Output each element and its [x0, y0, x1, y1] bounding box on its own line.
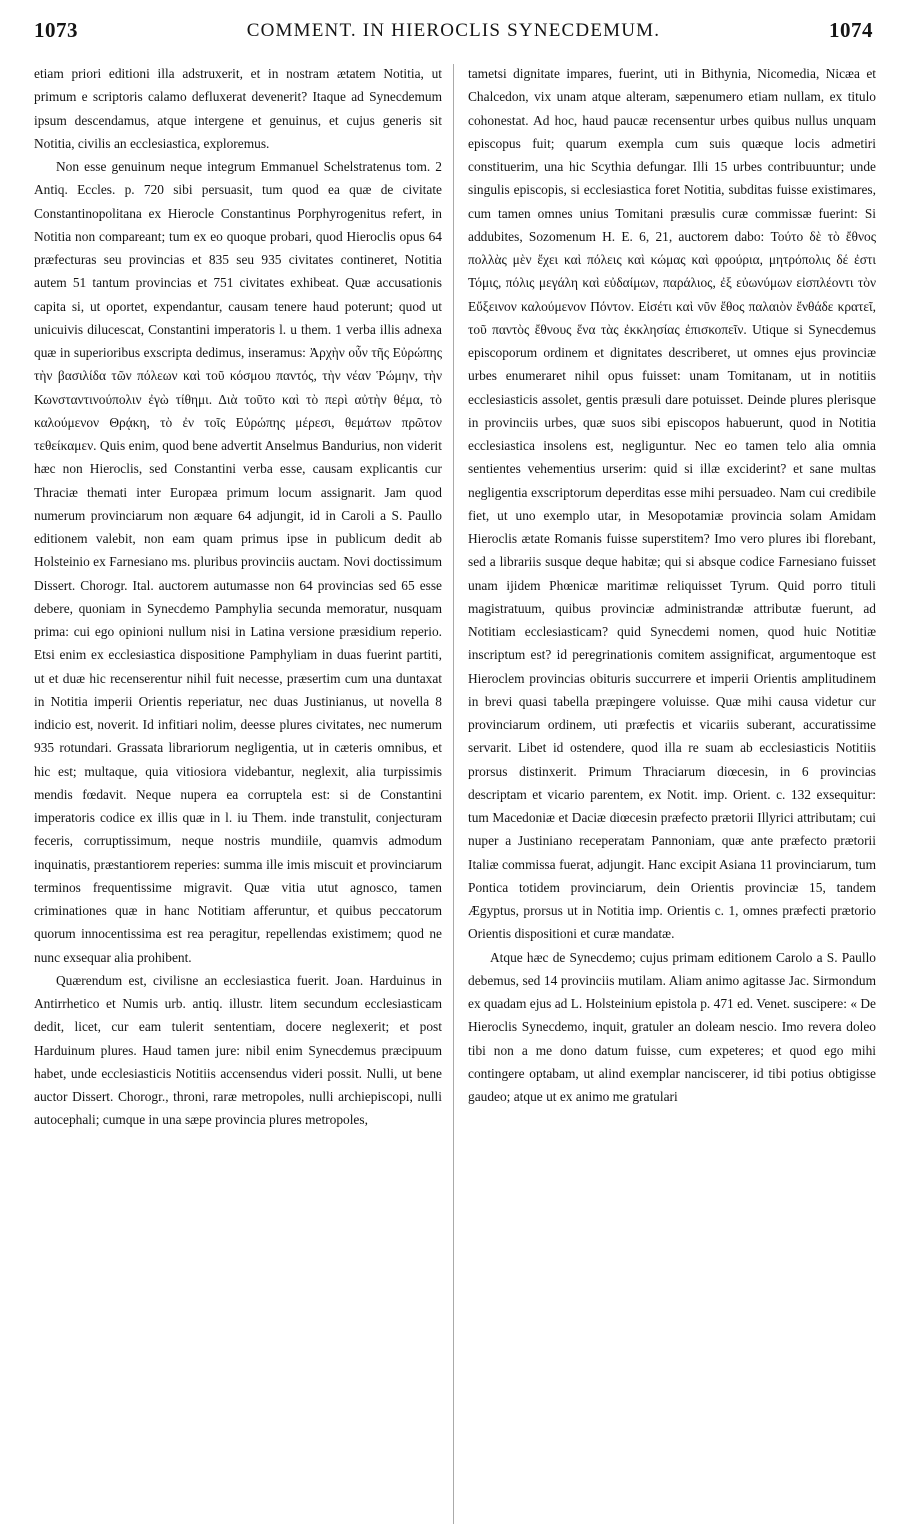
running-title: COMMENT. IN HIEROCLIS SYNECDEMUM. [246, 20, 661, 41]
left-text-column [34, 62, 442, 1132]
right-text-column [468, 62, 876, 1108]
left-paragraph-1: etiam priori editioni illa adstruxerit, et in nostram ætatem Notitia, ut primum e scriptoris calamo defluxerat devenerit? Itaque ad Synecdemum ipsum descendamus, atque intergene et genuinus, et cujus generis sit Notitia, civilis an ecclesiastica, exploremus. [34, 66, 442, 151]
right-paragraph-1: tametsi dignitate impares, fuerint, uti in Bithynia, Nicomedia, Nicæa et Chalcedon, vix unam atque alteram, sæpenumero etiam nullam, ex titulo cohonestat. Ad hoc, haud paucæ recensentur urbes quibus nullus unquam episcopus fuit; quarum exempla cum suis quæque locis admetiri constituerim, una hic Scythia defungar. Illi 15 urbes contribuuntur; unde singulis episcopis, si ecclesiastica foret Notitia, subditas fuisse existimares, cum tamen omnes unius Tomitani præsulis curæ commissæ fuerint: Si addubites, Sozomenum H. E. 6, 21, auctorem dabo: Τούτο δὲ τὸ ἔθνος πολλὰς μὲν ἔχει καὶ πόλεις καὶ κώμας καὶ φρούρια, μητρόπολις δέ ἐστι Τόμις, πόλις μεγάλη καὶ εὐδαίμων, παράλιος, ἐξ εὐωνύμων εἰσπλέοντι τὸν Εὔξεινον καλούμενον Πόντον. Εἰσέτι καὶ νῦν ἔθος παλαιὸν ἔνθάδε κρατεῖ, τοῦ παντὸς ἔθνους ἕνα τὰς ἐκκλησίας ἐπισκοπεῖν. Utique si Synecdemus episcoporum ordinem et dignitates describeret, ut omnes ejus provinciæ urbes enumeraret nihil opus fuisset: unam Tomitanam, ut in notitiis ecclesiasticis assolet, gentis præsuli dare potuisset. Deinde plures plerisque in provinciis urbes, quæ suos sibi episcopos habuerunt, quod in Notitia ecclesiastica insolens est, negliguntur. Nec eo tamen telo alia omnia sentientes vehementius urserim: quid si illæ exciderint? et sane multas negligentia exscriptorum deperditas esse mihi persuadeo. Nam cui credibile fiet, ut uno exemplo utar, in Mesopotamiæ provincia solam Amidam Hieroclis ætate Romanis fuisse superstitem? Imo vero plures ibi florebant, sed a librariis susque deque habitæ; qui si absque codice Farnesiano fuisset unam ijidem Phœnicæ maritimæ reliquisset Tyrum. Quid porro tituli magistratuum, quibus provinciæ administrandæ attributæ fuerunt, ad Notitiam ecclesiasticam? quid Synecdemi nomen, quod huic Notitiæ inscriptum est? id peregrinationis comitem assignificat, argumentoque est Hieroclem provincias obituris succurrere et imperii Orientis amplitudinem in brevi quasi tabella præpingere voluisse. Quæ mihi causa videtur cur provinciarum ordinem, uti præfectis et vicariis suberant, accuratissime servarit. Libet id ostendere, quod illa re suam ab ecclesiasticis Notitiis prorsus distinxerit. Primum Thraciarum diœcesin, in 6 provincias descriptam et vicario parentem, ex Notit. imp. Orient. c. 132 exsequitur: tum Macedoniæ et Daciæ diœcesin præfecto prætorii Illyrici attributam; cui nuper a Justiniano receperatam Pannoniam, quæ ante præfecto prætorii Italiæ commissa fuerat, adjungit. Hanc excipit Asiana 11 provinciarum, tum Pontica totidem provinciarum, dein Orientis provinciæ 15, tandem Ægyptus, prorsus ut in Notitia imp. Orientis c. 1, omnes præfecti prætorio Orientis dispositioni et curæ mandatæ. [468, 66, 876, 942]
column-divider [453, 64, 454, 1524]
left-paragraph-3: Quærendum est, civilisne an ecclesiastica fuerit. Joan. Harduinus in Antirrhetico et Numis urb. antiq. illustr. litem secundum ecclesiasticam dedit, licet, cur eam tulerit sententiam, docere neglexerit; et post Harduinum plures. Haud tamen jure: nibil enim Synecdemus præcipuum habet, unde ecclesiasticis Notitiis accensendus videri possit. Nulli, ut bene auctor Dissert. Chorogr., throni, raræ metropoles, nulli archiepiscopi, nulli autocephali; cumque in una sæpe provincia plures metropoles, [34, 972, 442, 1128]
page-header [32, 18, 875, 52]
left-column-number: 1073 [34, 18, 78, 42]
right-column-number: 1074 [829, 18, 873, 42]
left-paragraph-2: Non esse genuinum neque integrum Emmanuel Schelstratenus tom. 2 Antiq. Eccles. p. 720 sibi persuasit, tum quod ea quæ de civitate Constantinopolitana ex Hierocle Constantinus Porphyrogenitus refert, in Notitia non compareant; tum ex eo quoque probari, quod Hieroclis opus 64 præfecturas seu provincias et 835 seu 935 civitates contineret, Notitia autem 51 tantum provincias et 751 civitates exhibeat. Quæ accusationis capita si, ut oportet, expendantur, causam tenere haud poterunt; quod ut unicuivis dilucescat, Constantini imperatoris l. u them. 1 verba illis adnexa quæ in superioribus exscripta dedimus, inseramus: Ἀρχὴν οὖν τῆς Εὐρώπης τὴν βασιλίδα τῶν πόλεων καὶ τοῦ κόσμου παντός, τὴν νέαν Ῥώμην, τὴν Κωνσταντινούπολιν ἐγὼ τίθημι. Διὰ τοῦτο καὶ τὸ περὶ αὐτὴν θέμα, τὸ καλούμενον Θρᾴκη, τὸ ἐν τοῖς Εὐρώπης μέρεσι, θεμάτων πρῶτον τεθείκαμεν. Quis enim, quod bene advertit Anselmus Bandurius, non viderit hæc non Hieroclis, sed Constantini verba esse, causam explicantis cur Thraciæ themati inter Europæa primum locum assignarit. Jam quod numerum provinciarum non æquare 64 adjungit, id in Caroli a S. Paullo editionem valebit, non eam quam primus ipse in publicum dedit ab Holsteinio ex Farnesiano ms. pluribus provinciis auctam. Novi doctissimum Dissert. Chorogr. Ital. auctorem autumasse non 64 provincias sed 65 esse debere, quoniam in Synecdemo Pamphylia secunda memoratur, nusquam prima: cui ego opinioni nullum nisi in Latina versione præsidium reperio. Etsi enim ex ecclesiastica dispositione Pamphyliam in duas fuerint partiti, ut et duæ hic recenserentur nihil fuit necesse, præsertim cum una duntaxat in Notitia imperii Orientis reperiatur, nec duas Justinianus, ut novella 8 indicio est, noverit. Id infitiari nolim, deesse plures civitates, nec numerum 935 rotundari. Grassata librariorum negligentia, ut in cæteris omnibus, et hic est; multaque, quia vitiosiora videbantur, neglexit, alia turpissimis mendis fœdavit. Neque nupera ea corruptela est: si de Constantini imperatoris codice ex illis quæ in l. iu Them. inde transtulit, conjecturam feceris, corruptissimum, neque nostris mundiile, quamvis admodum inquinatis, præstantiorem reperies: summa ille imis miscuit et provinciarum terminos frequentissime migravit. Quæ vitia utut agnosco, tamen criminationes quæ in hanc Notitiam afferuntur, et quibus peccatorum quorum innocentissima est rea peragitur, repellendas existimem; quod ne nunc exsequar alia prohibent. [34, 159, 442, 965]
right-paragraph-2: Atque hæc de Synecdemo; cujus primam editionem Carolo a S. Paullo debemus, sed 14 provinciis mutilam. Aliam animo agitasse Jac. Sirmondum ex quadam ejus ad L. Holsteinium epistola p. 471 ed. Venet. suscipere: « De Hieroclis Synecdemo, inquit, gratuler an doleam nescio. Imo revera doleo tibi non a me dono datum fuisse, cum expeteres; et quod ego mihi contingere optabam, ut alind exemplar nanciscerer, id tibi potius obtigisse gaudeo; atque ut ex animo me gratulari [468, 949, 876, 1104]
